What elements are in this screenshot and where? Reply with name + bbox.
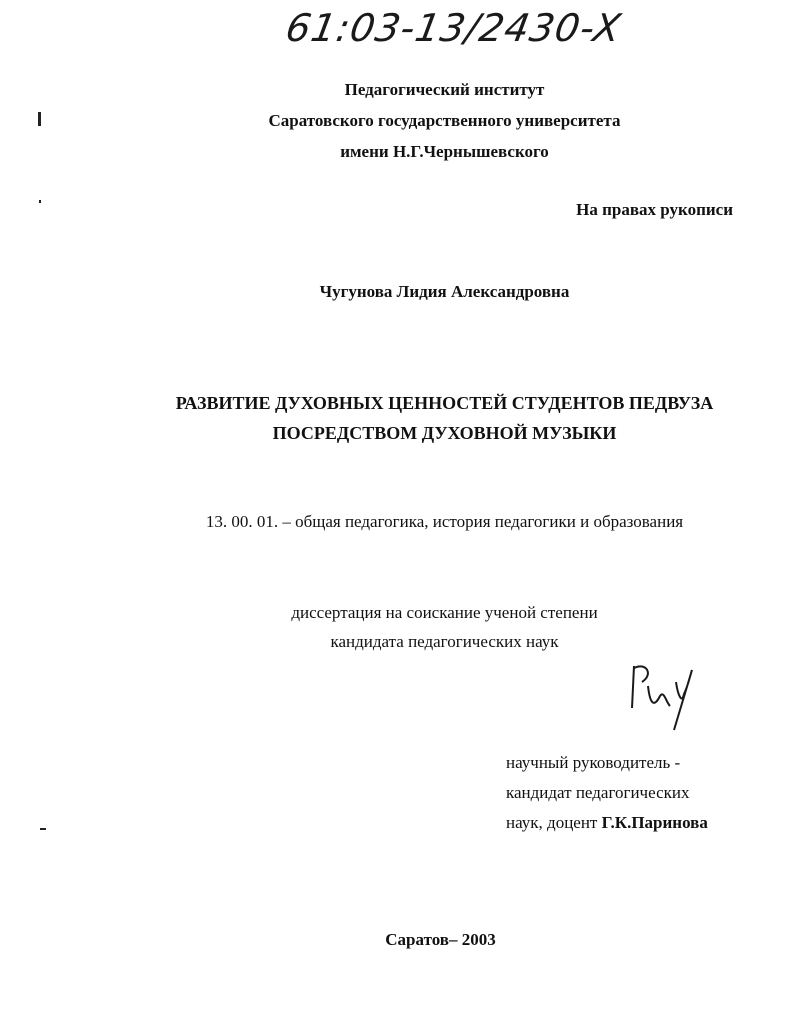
manuscript-rights-note: На правах рукописи (576, 200, 733, 219)
author-name: Чугунова Лидия Александровна (319, 282, 570, 301)
dissertation-title-line-1: РАЗВИТИЕ ДУХОВНЫХ ЦЕННОСТЕЙ СТУДЕНТОВ ПЕДВУЗА (175, 393, 714, 413)
supervisor-line-3 (506, 813, 708, 833)
scan-mark (40, 828, 46, 830)
supervisor-line-2: кандидат педагогических (506, 783, 690, 802)
handwritten-archive-code: 61:03-13/2430-X (282, 6, 625, 50)
institution-line-2: Саратовского государственного университета (268, 111, 621, 130)
degree-line-1: диссертация на соискание ученой степени (291, 603, 598, 622)
supervisor-title: наук, доцент (506, 813, 602, 832)
scan-mark (38, 112, 41, 126)
degree-line-2: кандидата педагогических наук (330, 632, 559, 651)
institution-line-3: имени Н.Г.Чернышевского (340, 142, 549, 161)
signature-mark (620, 656, 710, 736)
scan-mark (39, 200, 41, 203)
specialty-code: 13. 00. 01. – общая педагогика, история педагогики и образования (205, 512, 684, 531)
dissertation-title-line-2: ПОСРЕДСТВОМ ДУХОВНОЙ МУЗЫКИ (272, 423, 617, 443)
city-year: Саратов– 2003 (385, 930, 496, 949)
supervisor-name: Г.К.Паринова (601, 813, 708, 832)
institution-line-1: Педагогический институт (344, 80, 545, 99)
supervisor-line-1: научный руководитель - (506, 753, 681, 772)
